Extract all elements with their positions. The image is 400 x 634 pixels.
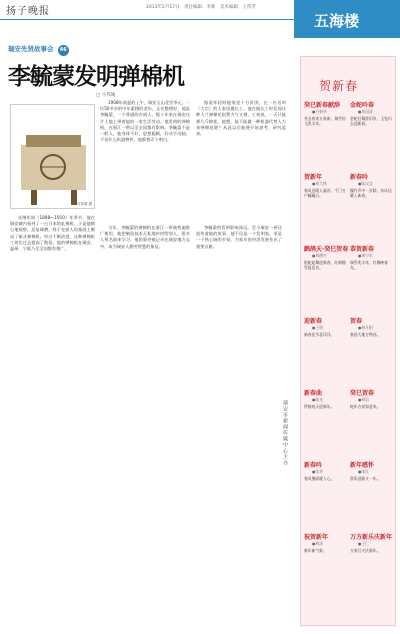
greeting-body: 锣鼓喧天迎新年。 (304, 404, 335, 409)
greeting-title: 恭贺新春 (350, 246, 375, 253)
greeting-author: ●陈红 (358, 469, 369, 474)
greeting-title: 金蛇吟春 (350, 102, 375, 109)
greeting-body: 金蛇狂舞辞旧岁，玉兔归去迎新春。 (350, 116, 392, 127)
greeting-body: 瑞雪兆丰年，红梅映春光。 (350, 260, 388, 271)
paragraph: 1908年前夏的上午，瑞安玉山北里李元，一位50多岁的中年素樸的老年，正在整理好，他是李毓蒙，一个普通的乡间人，数十年来在瑞安这片土地上带着他的一家生活劳动。他发明的弹棉机，在浙江一带以至全国都有影响。李毓蒙不是一般人，他身体不好，思想聪颖，好动手动脑，不论什么机器物件，他都想弄个明白。 (100, 100, 190, 143)
article-photo (10, 104, 95, 209)
article-column-4 (100, 225, 190, 615)
greeting-title: 鹧鸪天·癸巳贺春 (304, 246, 349, 253)
article-byline: □ 马邦城 (96, 93, 116, 98)
greeting-author: ●林涛 (312, 541, 323, 546)
greeting-author: ●周国清 (358, 109, 373, 114)
date-line: 2013年2月17日 责任编辑：李新 美术编辑：王伟芳 (146, 5, 257, 10)
paragraph: 光绪年间（1898—1910）年季节，他在瑞安城内看到了一台日本的轧棉机，于是他细心地观察，反复琢磨，终于在前人的基础上制成了新式弹棉机。经过不断改进，这种弹棉机工效比过去提高了数倍。他的弹棉机在瑞安、温州、宁波乃至全国都有推广。 (10, 215, 95, 252)
greeting-author: ●王明 (312, 325, 323, 330)
side-vertical-text: 瑞安市新闻传媒中心主办 (282, 400, 288, 466)
side-vertical-bar (282, 400, 296, 580)
article-column-3 (10, 215, 95, 615)
page-header (0, 0, 400, 42)
series-label-text: 瑞安先贤故事会 (8, 45, 54, 53)
greeting-body: 银蛇起舞迎新春，红梅傲雪报佳音。 (304, 260, 346, 271)
series-number-badge: 46 (58, 45, 69, 56)
greeting-title: 新春曲 (304, 390, 323, 397)
greeting-title: 迎新春 (304, 318, 323, 325)
greeting-title: 贺春 (350, 318, 363, 325)
cotton-machine-illustration (11, 105, 96, 210)
greeting-title: 新春吟 (350, 174, 369, 181)
greeting-title: 万方新乐庆新年 (350, 534, 393, 541)
greeting-title: 祝贺新年 (304, 534, 329, 541)
greeting-body: 蛇年吉祥如意来。 (350, 404, 381, 409)
paragraph: 据说年轻时他家里十分贫困，在一位名叫（大宗）的人家里做长工。他在做长工时发现这种大弓弹棉花很费力气又慢，工效低，一天只能弹几斤棉花。他想，能不能做一种机器代替人力来弹棉花呢？从此以后他便开始思考、研究起来。 (196, 100, 286, 137)
greeting-author: ●周宁军 (358, 253, 373, 258)
greeting-author: ●王仁 (358, 541, 369, 546)
greeting-body: 冬去春来万象新，瑞雪纷飞兆丰年。 (304, 116, 346, 127)
greeting-body: 春风送暖入屠苏，千门万户曈曈日。 (304, 188, 346, 199)
greeting-title: 贺新年 (304, 174, 323, 181)
newspaper-brand: 扬子晚报 (6, 6, 50, 17)
greeting-body: 爆竹声中一岁除，东风送暖入新春。 (350, 188, 392, 199)
greeting-title: 新年感怀 (350, 462, 375, 469)
greeting-author: ●林大林 (312, 181, 327, 186)
greeting-title: 癸巳新春献辞 (304, 102, 341, 109)
greeting-body: 万家灯火庆新年。 (350, 548, 381, 553)
article-column-5 (196, 225, 282, 615)
section-title: 五海楼 (294, 0, 400, 38)
greeting-author: ●林德兴 (312, 253, 327, 258)
greeting-author: ●林月阳 (358, 325, 373, 330)
greeting-title: 新春吟 (304, 462, 323, 469)
article-column-2 (196, 100, 286, 220)
greeting-author: ●应新华 (312, 109, 327, 114)
greeting-author: ●陈汉文 (358, 181, 373, 186)
greeting-body: 春回大地万物苏。 (350, 332, 381, 337)
greeting-author: ●林岩 (358, 397, 369, 402)
article-headline: 李毓蒙发明弹棉机 (8, 64, 184, 90)
greetings-title: 贺新春 (319, 79, 359, 93)
greeting-body: 新年新气象。 (304, 548, 327, 553)
paragraph: 当年，李毓蒙的弹棉机在浙江一带被普遍推广使用，他把制造技术无私地传授给别人，很多人慕名前来学习。他的事迹被记录在瑞安地方志中，成为瑞安人勤劳智慧的象征。 (100, 225, 190, 249)
article-column-1 (100, 100, 190, 220)
header-rule (0, 19, 294, 20)
series-label (8, 44, 69, 56)
greeting-title: 癸巳贺春 (350, 390, 375, 397)
greeting-author: ●陈光 (312, 397, 323, 402)
greeting-body: 辞旧迎新又一年。 (350, 476, 381, 481)
paragraph: 李毓蒙的发明影响深远，至今瑞安一带还流传着他的故事。他不仅是一个发明家，更是一个热心肠的乡贤，为家乡的经济发展作出了重要贡献。 (196, 225, 282, 249)
greeting-body: 新春佳节喜洋洋。 (304, 332, 335, 337)
greeting-author: ●张华 (312, 469, 323, 474)
greeting-body: 春风拂面暖人心。 (304, 476, 335, 481)
photo-caption: 马邦城 摄 (76, 202, 92, 206)
